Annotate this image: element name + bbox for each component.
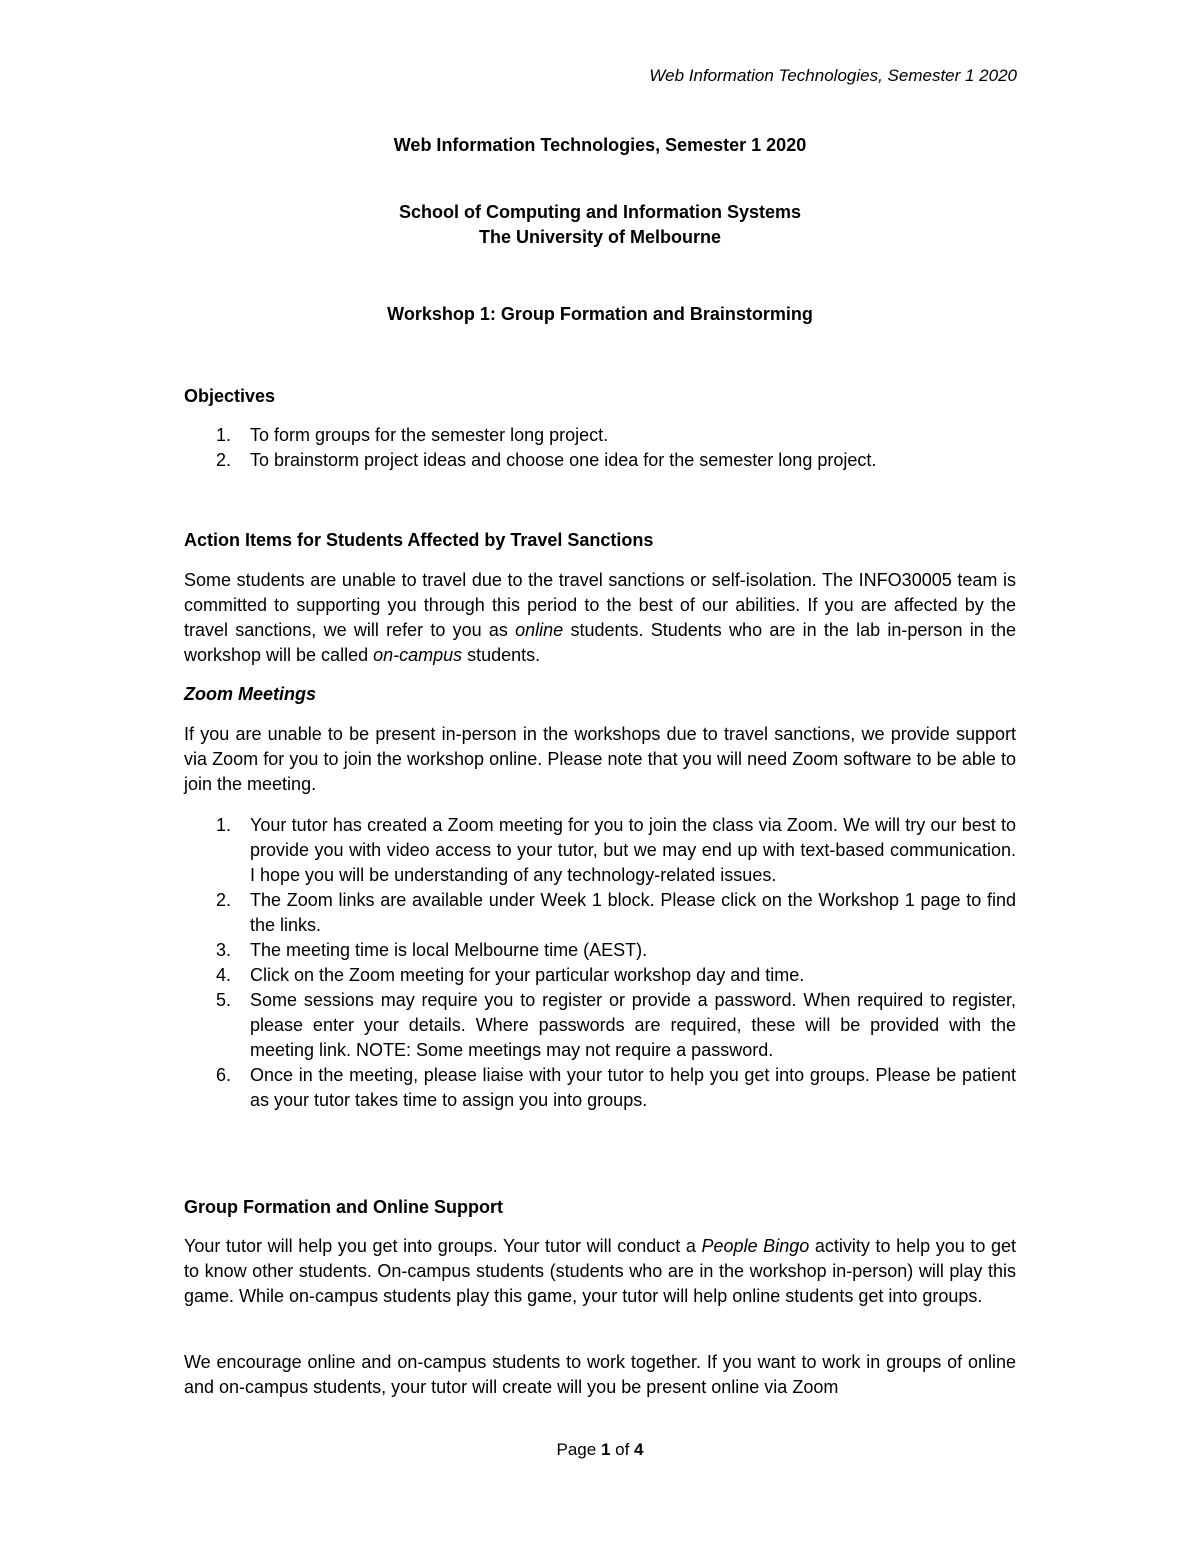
zoom-list-wrap (184, 813, 1016, 1113)
footer-total-pages: 4 (634, 1440, 644, 1459)
objectives-section (184, 384, 1016, 409)
group-paragraph-2-wrap (184, 1350, 1016, 1400)
footer-current-page: 1 (600, 1440, 611, 1459)
travel-text-1: Some students are unable to travel due to the travel sanctions or self-isolation. The INFO30005 team is committed to supporting you through this period to the best of our abilities. If you are affected by the travel sanctions, we will refer to you as (184, 570, 1016, 640)
zoom-section (184, 682, 1016, 707)
travel-emphasis-online: online (515, 620, 564, 640)
list-text: The Zoom links are available under Week 1 block. Please click on the Workshop 1 page to find the links. (250, 890, 1016, 935)
zoom-paragraph-wrap (184, 722, 1016, 797)
group-text-2: activity to help you to get to know other students. On-campus students (students who are in the workshop in-person) will play this game. While on-campus students play this game, your tutor will help online students get into groups. (184, 1236, 1016, 1306)
workshop-title: Workshop 1: Group Formation and Brainstorming (387, 304, 813, 324)
group-heading: Group Formation and Online Support (184, 1197, 503, 1217)
list-text: Some sessions may require you to register or provide a password. When required to register, please enter your details. Where passwords are required, these will be provided with the meeting link. NOTE: Some meetings may not require a password. (250, 990, 1016, 1060)
running-header: Web Information Technologies, Semester 1 2020 (649, 66, 1017, 85)
group-text-1: Your tutor will help you get into groups. Your tutor will conduct a (184, 1236, 702, 1256)
list-number: 4. (216, 965, 232, 985)
list-number: 1. (216, 425, 232, 445)
travel-text-3: students. (462, 645, 541, 665)
travel-heading: Action Items for Students Affected by Travel Sanctions (184, 530, 654, 550)
travel-emphasis-on-campus: on-campus (373, 645, 463, 665)
list-text: Click on the Zoom meeting for your particular workshop day and time. (250, 965, 805, 985)
list-number: 3. (216, 940, 232, 960)
zoom-paragraph: If you are unable to be present in-person in the workshops due to travel sanctions, we provide support via Zoom for you to join the workshop online. Please note that you will need Zoom software to be able to join the meeting. (184, 724, 1016, 794)
group-paragraph-2: We encourage online and on-campus students to work together. If you want to work in groups of online and on-campus students, your tutor will create will you be present online via Zoom (184, 1352, 1016, 1397)
zoom-heading: Zoom Meetings (184, 684, 317, 704)
travel-text-2: students. Students who are in the lab in-person in the workshop will be called (184, 620, 1016, 665)
objectives-heading: Objectives (184, 386, 276, 406)
list-item (184, 1063, 1016, 1113)
school-name: School of Computing and Information Systems (398, 202, 801, 222)
zoom-steps-list (184, 813, 1016, 1113)
list-item (184, 938, 1016, 963)
list-item (184, 813, 1016, 888)
list-number: 1. (216, 815, 232, 835)
list-text: The meeting time is local Melbourne time (AEST). (250, 940, 648, 960)
footer-middle: of (610, 1440, 635, 1459)
university-name: The University of Melbourne (478, 227, 722, 247)
course-title: Web Information Technologies, Semester 1 2020 (393, 135, 807, 155)
travel-paragraph (184, 568, 1016, 668)
list-number: 6. (216, 1065, 232, 1085)
group-paragraph-1 (184, 1234, 1016, 1309)
list-text: To form groups for the semester long project. (250, 425, 609, 445)
group-paragraph-1-wrap (184, 1234, 1016, 1309)
group-section (184, 1195, 1016, 1220)
list-text: Your tutor has created a Zoom meeting for you to join the class via Zoom. We will try our best to provide you with video access to your tutor, but we may end up with text-based communication. I hope you will be understanding of any technology-related issues. (250, 815, 1016, 885)
list-text: Once in the meeting, please liaise with your tutor to help you get into groups. Please be patient as your tutor takes time to assign you into groups. (250, 1065, 1016, 1110)
objectives-list-wrap (184, 423, 1016, 473)
list-item (184, 963, 1016, 988)
group-emphasis-bingo: People Bingo (701, 1236, 810, 1256)
list-number: 2. (216, 450, 232, 470)
objectives-list (184, 423, 1016, 473)
footer-prefix: Page (556, 1440, 601, 1459)
page-footer (0, 1440, 1200, 1460)
list-text: To brainstorm project ideas and choose one idea for the semester long project. (250, 450, 877, 470)
travel-paragraph-wrap (184, 568, 1016, 668)
list-item (184, 988, 1016, 1063)
institution-block (0, 200, 1200, 250)
list-number: 2. (216, 890, 232, 910)
list-item (184, 888, 1016, 938)
list-item (184, 423, 1016, 448)
list-number: 5. (216, 990, 232, 1010)
list-item (184, 448, 1016, 473)
travel-section (184, 528, 1016, 553)
